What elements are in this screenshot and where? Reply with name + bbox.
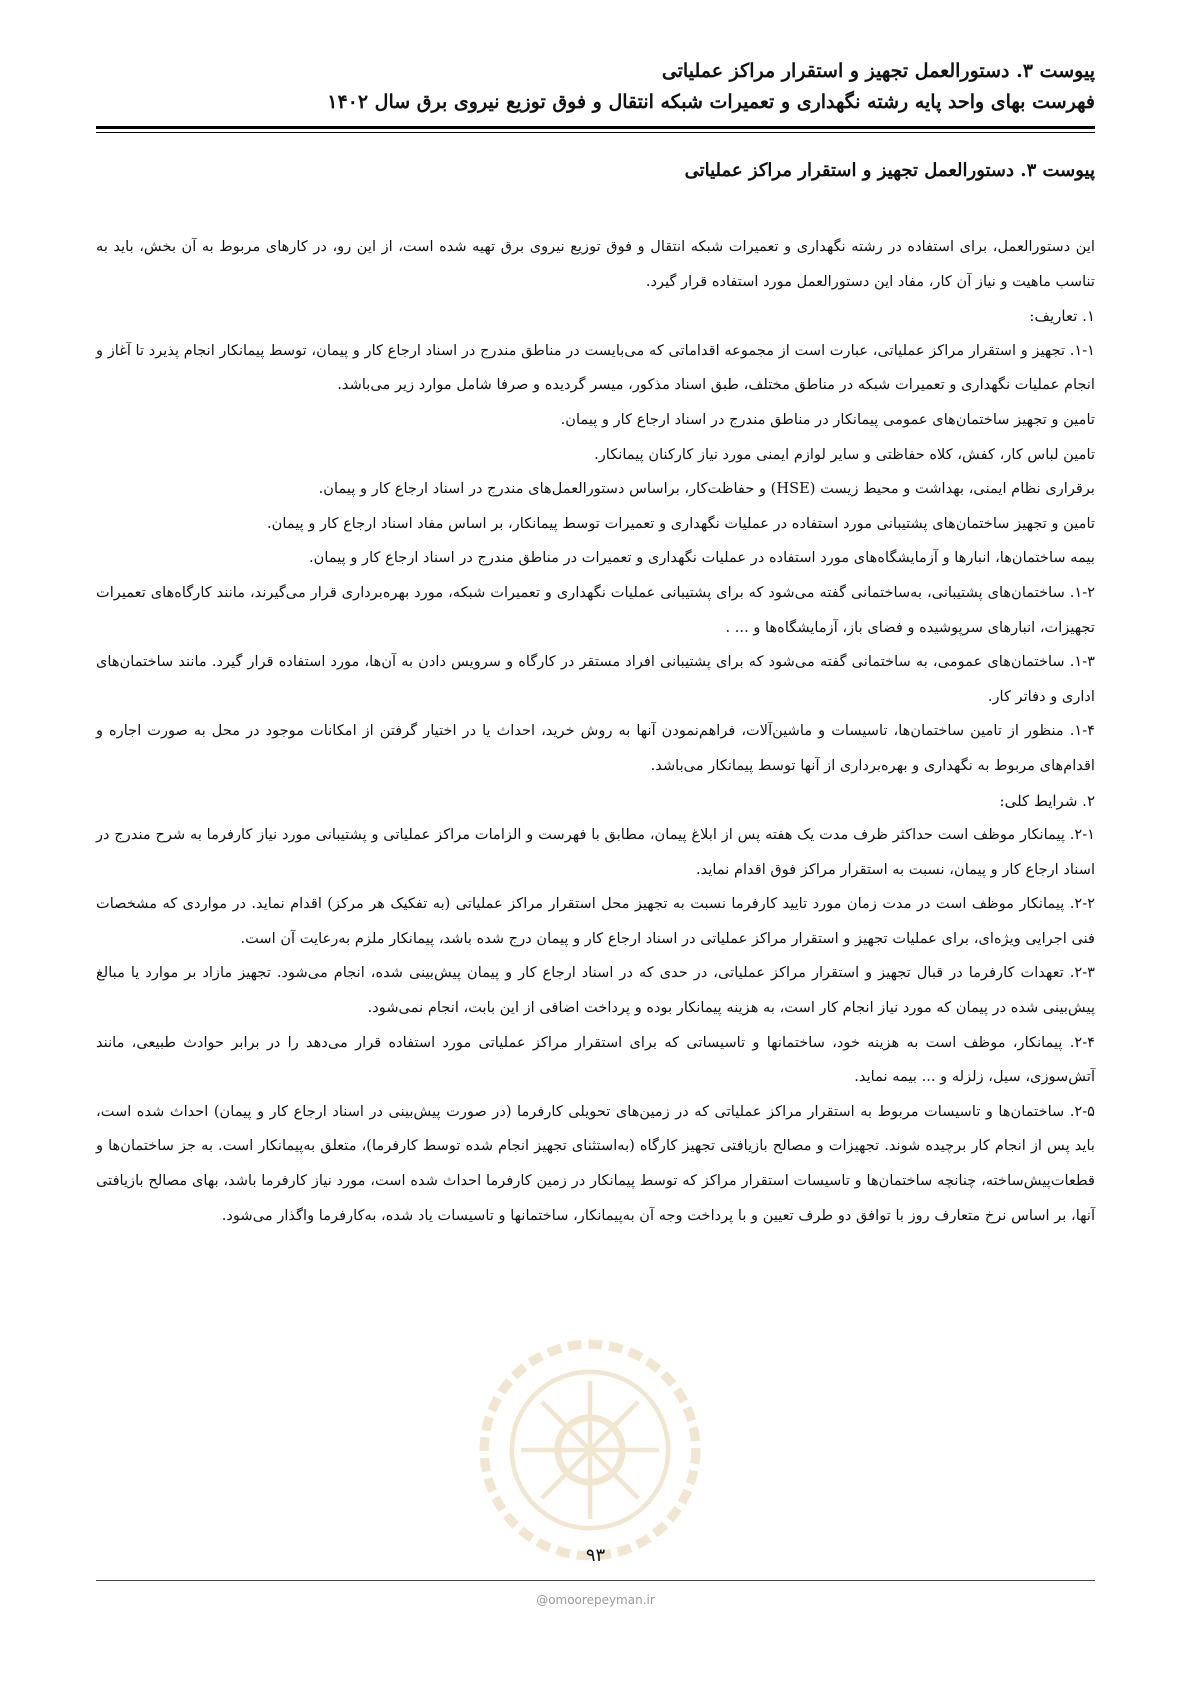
list-item: برقراری نظام ایمنی، بهداشت و محیط زیست (HSE) و حفاظت‌کار، براساس دستورالعمل‌های مندرج در اسناد ارجاع کار و پیمان.: [318, 480, 1095, 498]
heading-definitions: ۱. تعاریف:: [1029, 307, 1095, 326]
paragraph-2-1: ۲-۱. پیمانکار موظف است حداکثر ظرف مدت یک هفته پس از ابلاغ پیمان، مطابق با فهرست و الزامات مراکز عملیاتی و پشتیبانی مورد نیاز کارفرما به شرح مندرج در اسناد ارجاع کار و پیمان، نسبت به استقرار مراکز فوق اقدام نماید.: [96, 826, 1095, 878]
list-item: بیمه ساختمان‌ها، انبارها و آزمایشگاه‌های مورد استفاده در عملیات نگهداری و تعمیرات در مناطق مندرج در اسناد ارجاع کار و پیمان.: [309, 549, 1095, 567]
document-body: [96, 230, 1095, 1233]
header-rule-thin: [96, 132, 1095, 133]
heading-general-conditions: ۲. شرایط کلی:: [999, 791, 1095, 810]
header-rule-thick: [96, 126, 1095, 129]
paragraph-2-4: ۲-۴. پیمانکار، موظف است به هزینه خود، ساختمانها و تاسیساتی که برای استقرار مراکز عملیاتی مورد استفاده قرار می‌دهد را در برابر حوادث طبیعی، مانند آتش‌سوزی، سیل، زلزله و ... بیمه نماید.: [96, 1033, 1095, 1086]
paragraph-2-3: ۲-۳. تعهدات کارفرما در قبال تجهیز و استقرار مراکز عملیاتی، در حدی که در اسناد ارجاع کار و پیمان پیش‌بینی شده، انجام می‌شود. تجهیز مازاد بر موارد یا مبالغ پیش‌بینی شده در پیمان که مورد نیاز انجام کار است، به هزینه پیمانکار بوده و پرداخت اضافی از این بابت، انجام نمی‌شود.: [96, 964, 1095, 1017]
paragraph-1-2: ۱-۲. ساختمان‌های پشتیبانی، به‌ساختمانی گفته می‌شود که برای پشتیبانی عملیات نگهداری و تعمیرات شبکه، مورد بهره‌برداری قرار می‌گیرند، مانند کارگاه‌های تعمیرات تجهیزات، انبارهای سرپوشیده و فضای باز، آزمایشگاه‌ها و ... .: [96, 583, 1095, 636]
list-item: تامین لباس کار، کفش، کلاه حفاظتی و سایر لوازم ایمنی مورد نیاز کارکنان پیمانکار.: [594, 445, 1095, 463]
paragraph-1-3: ۱-۳. ساختمان‌های عمومی، به ساختمانی گفته می‌شود که برای پشتیبانی افراد مستقر در کارگاه و سرویس دادن به آن‌ها، مورد استفاده قرار گیرد. مانند ساختمان‌های اداری و دفاتر کار.: [96, 653, 1095, 705]
list-item: تامین و تجهیز ساختمان‌های پشتیبانی مورد استفاده در عملیات نگهداری و تعمیرات توسط پیمانکار، بر اساس مفاد اسناد ارجاع کار و پیمان.: [266, 514, 1095, 532]
page-header: [96, 56, 1095, 118]
paragraph-2-5: ۲-۵. ساختمان‌ها و تاسیسات مربوط به استقرار مراکز عملیاتی که در زمین‌های تحویلی کارفرما (در صورت پیش‌بینی در اسناد ارجاع کار و پیمان) احداث شده است، باید پس از انجام کار برچیده شوند. تجهیزات و مصالح بازیافتی تجهیز کارگاه (به‌استثنای تجهیز انجام شده توسط کارفرما)، متعلق به‌پیمانکار است. به جز ساختمان‌ها و قطعات‌پیش‌ساخته، چنانچه ساختمان‌ها و تاسیسات استقرار مراکز که توسط پیمانکار در زمین کارفرما احداث شده است، مورد نیاز کارفرما باشد، بهای مصالح بازیافتی آنها، بر اساس نرخ متعارف روز با توافق دو طرف تعیین و با پرداخت وجه آن به‌پیمانکار، ساختمانها و تاسیسات یاد شده، به‌کارفرما واگذار می‌شود.: [96, 1102, 1095, 1224]
paragraph-2-2: ۲-۲. پیمانکار موظف است در مدت زمان مورد تایید کارفرما نسبت به تجهیز محل استقرار مراکز عملیاتی (به تفکیک هر مرکز) اقدام نماید. در مواردی که مشخصات فنی اجرایی ویژه‌ای، برای عملیات تجهیز و استقرار مراکز عملیاتی در اسناد ارجاع کار و پیمان درج شده باشد، پیمانکار ملزم به‌رعایت آن است.: [96, 895, 1095, 947]
list-item: تامین و تجهیز ساختمان‌های عمومی پیمانکار در مناطق مندرج در اسناد ارجاع کار و پیمان.: [560, 410, 1095, 428]
header-subtitle: فهرست بهای واحد پایه رشته نگهداری و تعمیرات شبکه انتقال و فوق توزیع نیروی برق سال ۱۴۰۲: [327, 91, 1095, 113]
paragraph-1-1: ۱-۱. تجهیز و استقرار مراکز عملیاتی، عبارت است از مجموعه اقداماتی که می‌بایست در مناطق مندرج در اسناد ارجاع کار و پیمان، توسط پیمانکار انجام پذیرد تا آغاز و انجام عملیات نگهداری و تعمیرات شبکه در مناطق مختلف، طبق اسناد مذکور، میسر گردیده و صرفا شامل موارد زیر می‌باشد.: [96, 341, 1095, 394]
watermark-seal-icon: [475, 1335, 705, 1565]
header-title: پیوست ۳. دستورالعمل تجهیز و استقرار مراکز عملیاتی: [661, 60, 1095, 82]
paragraph-intro: این دستورالعمل، برای استفاده در رشته نگهداری و تعمیرات شبکه انتقال و فوق توزیع نیروی برق تهیه شده است، از این رو، در کارهای مربوط به آن بخش، باید به تناسب ماهیت و نیاز آن کار، مفاد این دستورالعمل مورد استفاده قرار گیرد.: [96, 238, 1095, 290]
watermark-text: @omoorepeyman.ir: [536, 1593, 655, 1607]
footer-rule: [96, 1580, 1095, 1581]
section-title: پیوست ۳. دستورالعمل تجهیز و استقرار مراکز عملیاتی: [684, 160, 1095, 181]
paragraph-1-4: ۱-۴. منظور از تامین ساختمان‌ها، تاسیسات و ماشین‌آلات، فراهم‌نمودن آنها به روش خرید، احداث یا در اختیار گرفتن از امکانات موجود در محل به صورت اجاره و اقدام‌های مربوط به نگهداری و بهره‌برداری از آنها توسط پیمانکار می‌باشد.: [96, 722, 1095, 774]
page-number: ۹۳: [585, 1545, 606, 1566]
